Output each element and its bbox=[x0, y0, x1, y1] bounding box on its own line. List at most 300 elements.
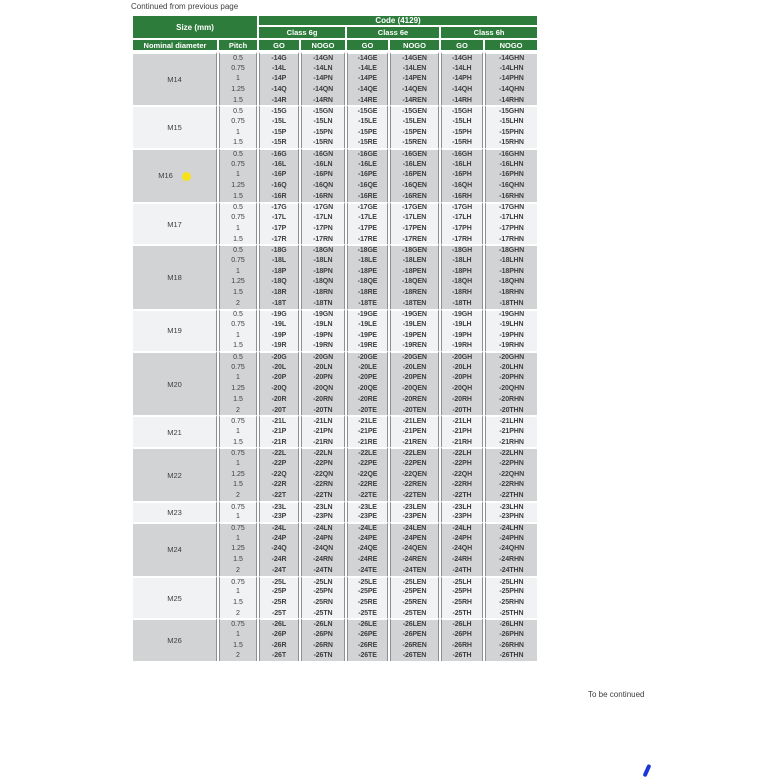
pitch-cell: 0.75 bbox=[219, 522, 257, 533]
code-cell: -19GN bbox=[301, 309, 345, 320]
code-cell: -18QEN bbox=[390, 276, 439, 287]
code-cell: -22T bbox=[259, 490, 299, 501]
code-cell: -18GEN bbox=[390, 244, 439, 255]
code-cell: -17GH bbox=[441, 202, 483, 213]
code-cell: -26LEN bbox=[390, 618, 439, 629]
thread-gauge-code-table bbox=[131, 16, 539, 661]
code-cell: -16L bbox=[259, 159, 299, 170]
pitch-cell: 0.75 bbox=[219, 415, 257, 426]
table-row bbox=[133, 351, 537, 362]
code-cell: -16QH bbox=[441, 180, 483, 191]
code-cell: -18PHN bbox=[485, 266, 537, 277]
code-cell: -21LE bbox=[347, 415, 388, 426]
code-cell: -16PH bbox=[441, 170, 483, 181]
code-cell: -24PH bbox=[441, 533, 483, 544]
code-cell: -16P bbox=[259, 170, 299, 181]
code-cell: -16QHN bbox=[485, 180, 537, 191]
code-cell: -20PN bbox=[301, 373, 345, 384]
code-cell: -18REN bbox=[390, 287, 439, 298]
code-cell: -22LH bbox=[441, 447, 483, 458]
code-cell: -17LHN bbox=[485, 212, 537, 223]
code-cell: -14LE bbox=[347, 63, 388, 74]
pitch-cell: 1.25 bbox=[219, 180, 257, 191]
code-cell: -14LN bbox=[301, 63, 345, 74]
code-cell: -18PN bbox=[301, 266, 345, 277]
code-cell: -18R bbox=[259, 287, 299, 298]
pitch-cell: 0.75 bbox=[219, 116, 257, 127]
nominal-diameter-cell bbox=[133, 576, 217, 619]
code-cell: -26PHN bbox=[485, 629, 537, 640]
code-cell: -16PE bbox=[347, 170, 388, 181]
code-cell: -22LEN bbox=[390, 447, 439, 458]
code-cell: -23PHN bbox=[485, 512, 537, 523]
code-cell: -18PEN bbox=[390, 266, 439, 277]
code-cell: -20G bbox=[259, 351, 299, 362]
code-cell: -19PN bbox=[301, 330, 345, 341]
code-cell: -17R bbox=[259, 234, 299, 245]
code-cell: -22PHN bbox=[485, 458, 537, 469]
code-cell: -21PEN bbox=[390, 426, 439, 437]
code-cell: -24QN bbox=[301, 544, 345, 555]
nominal-diameter-label: M24 bbox=[167, 545, 182, 555]
nominal-diameter-label: M16 bbox=[158, 171, 173, 181]
code-cell: -15LHN bbox=[485, 116, 537, 127]
code-cell: -21L bbox=[259, 415, 299, 426]
pitch-cell: 0.5 bbox=[219, 202, 257, 213]
code-cell: -19L bbox=[259, 319, 299, 330]
code-cell: -15GEN bbox=[390, 105, 439, 116]
code-cell: -16GHN bbox=[485, 148, 537, 159]
code-cell: -24QEN bbox=[390, 544, 439, 555]
code-cell: -23LE bbox=[347, 501, 388, 512]
code-cell: -18TN bbox=[301, 298, 345, 309]
code-cell: -17LEN bbox=[390, 212, 439, 223]
pitch-cell: 0.75 bbox=[219, 212, 257, 223]
pitch-cell: 0.75 bbox=[219, 447, 257, 458]
code-cell: -20LEN bbox=[390, 362, 439, 373]
code-cell: -17L bbox=[259, 212, 299, 223]
nominal-diameter-label: M22 bbox=[167, 470, 182, 480]
code-cell: -17PE bbox=[347, 223, 388, 234]
pitch-cell: 0.75 bbox=[219, 362, 257, 373]
nominal-diameter-label: M14 bbox=[167, 75, 182, 85]
code-cell: -22PEN bbox=[390, 458, 439, 469]
nominal-diameter-label: M18 bbox=[167, 272, 182, 282]
pitch-cell: 1 bbox=[219, 330, 257, 341]
table-body bbox=[133, 52, 537, 661]
code-cell: -20PH bbox=[441, 373, 483, 384]
code-cell: -15PH bbox=[441, 127, 483, 138]
code-cell: -20PE bbox=[347, 373, 388, 384]
go-6e-header: GO bbox=[347, 40, 388, 52]
code-cell: -17PH bbox=[441, 223, 483, 234]
code-cell: -21LEN bbox=[390, 415, 439, 426]
nominal-diameter-label: M21 bbox=[167, 427, 182, 437]
code-cell: -16LHN bbox=[485, 159, 537, 170]
code-cell: -26T bbox=[259, 651, 299, 662]
code-cell: -20P bbox=[259, 373, 299, 384]
code-cell: -18TE bbox=[347, 298, 388, 309]
code-cell: -26PH bbox=[441, 629, 483, 640]
table-row bbox=[133, 52, 537, 63]
code-cell: -21PH bbox=[441, 426, 483, 437]
pitch-cell: 0.75 bbox=[219, 501, 257, 512]
code-cell: -22R bbox=[259, 480, 299, 491]
code-cell: -16RHN bbox=[485, 191, 537, 202]
code-cell: -18LH bbox=[441, 255, 483, 266]
nominal-diameter-cell bbox=[133, 351, 217, 415]
code-cell: -21P bbox=[259, 426, 299, 437]
code-cell: -26PEN bbox=[390, 629, 439, 640]
pitch-cell: 2 bbox=[219, 405, 257, 416]
pitch-cell: 1 bbox=[219, 266, 257, 277]
code-cell: -22LHN bbox=[485, 447, 537, 458]
code-cell: -17GE bbox=[347, 202, 388, 213]
code-cell: -15RH bbox=[441, 138, 483, 149]
code-cell: -17RE bbox=[347, 234, 388, 245]
nominal-diameter-label: M17 bbox=[167, 219, 182, 229]
code-cell: -14RE bbox=[347, 95, 388, 106]
code-cell: -17LH bbox=[441, 212, 483, 223]
code-cell: -25TEN bbox=[390, 608, 439, 619]
code-cell: -24L bbox=[259, 522, 299, 533]
code-cell: -24QHN bbox=[485, 544, 537, 555]
code-cell: -18THN bbox=[485, 298, 537, 309]
code-cell: -23LHN bbox=[485, 501, 537, 512]
pitch-cell: 0.75 bbox=[219, 63, 257, 74]
code-cell: -23L bbox=[259, 501, 299, 512]
code-cell: -25RHN bbox=[485, 597, 537, 608]
code-cell: -24R bbox=[259, 554, 299, 565]
code-cell: -16GEN bbox=[390, 148, 439, 159]
pitch-cell: 1 bbox=[219, 533, 257, 544]
pitch-cell: 1 bbox=[219, 426, 257, 437]
code-cell: -18LEN bbox=[390, 255, 439, 266]
code-cell: -25REN bbox=[390, 597, 439, 608]
code-cell: -19LH bbox=[441, 319, 483, 330]
code-cell: -18TEN bbox=[390, 298, 439, 309]
code-cell: -16PEN bbox=[390, 170, 439, 181]
code-cell: -25LH bbox=[441, 576, 483, 587]
code-cell: -15LE bbox=[347, 116, 388, 127]
code-cell: -20REN bbox=[390, 394, 439, 405]
code-cell: -19GHN bbox=[485, 309, 537, 320]
code-cell: -16RN bbox=[301, 191, 345, 202]
nominal-diameter-cell bbox=[133, 501, 217, 522]
continued-from-previous-page-note: Continued from previous page bbox=[131, 2, 239, 11]
nominal-diameter-cell bbox=[133, 618, 217, 661]
code-cell: -20QH bbox=[441, 383, 483, 394]
code-cell: -14PEN bbox=[390, 73, 439, 84]
code-cell: -15G bbox=[259, 105, 299, 116]
code-cell: -14Q bbox=[259, 84, 299, 95]
code-cell: -21LH bbox=[441, 415, 483, 426]
code-cell: -18RHN bbox=[485, 287, 537, 298]
code-cell: -18GE bbox=[347, 244, 388, 255]
code-cell: -26REN bbox=[390, 640, 439, 651]
code-cell: -20GH bbox=[441, 351, 483, 362]
pitch-cell: 2 bbox=[219, 490, 257, 501]
code-cell: -24LE bbox=[347, 522, 388, 533]
pitch-cell: 1 bbox=[219, 170, 257, 181]
yellow-marker-icon bbox=[182, 172, 191, 181]
code-cell: -16QN bbox=[301, 180, 345, 191]
class-6g-header: Class 6g bbox=[259, 27, 345, 40]
code-cell: -16QEN bbox=[390, 180, 439, 191]
code-cell: -16LH bbox=[441, 159, 483, 170]
code-cell: -15L bbox=[259, 116, 299, 127]
code-cell: -20TN bbox=[301, 405, 345, 416]
code-cell: -24PE bbox=[347, 533, 388, 544]
pitch-cell: 0.5 bbox=[219, 244, 257, 255]
code-cell: -19LE bbox=[347, 319, 388, 330]
nominal-diameter-cell bbox=[133, 148, 217, 201]
code-cell: -16LE bbox=[347, 159, 388, 170]
pitch-cell: 1.25 bbox=[219, 84, 257, 95]
code-cell: -24TN bbox=[301, 565, 345, 576]
nominal-diameter-label: M23 bbox=[167, 508, 182, 518]
code-cell: -18LHN bbox=[485, 255, 537, 266]
pitch-cell: 0.5 bbox=[219, 105, 257, 116]
nominal-diameter-label: M25 bbox=[167, 593, 182, 603]
code-cell: -20PEN bbox=[390, 373, 439, 384]
code-cell: -22RH bbox=[441, 480, 483, 491]
code-cell: -19PH bbox=[441, 330, 483, 341]
code-cell: -20LN bbox=[301, 362, 345, 373]
code-cell: -26PE bbox=[347, 629, 388, 640]
code-cell: -20GN bbox=[301, 351, 345, 362]
code-cell: -26LH bbox=[441, 618, 483, 629]
nominal-diameter-label: M20 bbox=[167, 379, 182, 389]
pitch-cell: 1.25 bbox=[219, 383, 257, 394]
nominal-diameter-label: M26 bbox=[167, 636, 182, 646]
code-cell: -21PHN bbox=[485, 426, 537, 437]
table-row bbox=[133, 202, 537, 213]
code-cell: -16LN bbox=[301, 159, 345, 170]
code-cell: -15P bbox=[259, 127, 299, 138]
code-cell: -16R bbox=[259, 191, 299, 202]
code-cell: -14LH bbox=[441, 63, 483, 74]
code-cell: -20GHN bbox=[485, 351, 537, 362]
code-cell: -25LEN bbox=[390, 576, 439, 587]
code-cell: -16PN bbox=[301, 170, 345, 181]
code-cell: -25THN bbox=[485, 608, 537, 619]
code-cell: -18T bbox=[259, 298, 299, 309]
code-cell: -17RHN bbox=[485, 234, 537, 245]
code-cell: -20QEN bbox=[390, 383, 439, 394]
code-cell: -16GE bbox=[347, 148, 388, 159]
code-cell: -20T bbox=[259, 405, 299, 416]
code-cell: -14GH bbox=[441, 52, 483, 63]
code-cell: -16LEN bbox=[390, 159, 439, 170]
pitch-cell: 0.75 bbox=[219, 159, 257, 170]
code-cell: -17LN bbox=[301, 212, 345, 223]
code-cell: -19P bbox=[259, 330, 299, 341]
code-cell: -20TE bbox=[347, 405, 388, 416]
code-cell: -26LE bbox=[347, 618, 388, 629]
code-cell: -16RH bbox=[441, 191, 483, 202]
code-cell: -14LEN bbox=[390, 63, 439, 74]
pitch-cell: 2 bbox=[219, 608, 257, 619]
table-row bbox=[133, 522, 537, 533]
code-cell: -23PN bbox=[301, 512, 345, 523]
code-cell: -24P bbox=[259, 533, 299, 544]
code-cell: -20QHN bbox=[485, 383, 537, 394]
nominal-diameter-header: Nominal diameter bbox=[133, 40, 217, 52]
code-cell: -15LH bbox=[441, 116, 483, 127]
code-cell: -19RH bbox=[441, 341, 483, 352]
code-cell: -16PHN bbox=[485, 170, 537, 181]
code-cell: -22PE bbox=[347, 458, 388, 469]
table-row bbox=[133, 309, 537, 320]
code-cell: -14PH bbox=[441, 73, 483, 84]
code-cell: -25TH bbox=[441, 608, 483, 619]
code-cell: -25RN bbox=[301, 597, 345, 608]
code-cell: -23PH bbox=[441, 512, 483, 523]
code-cell: -15GH bbox=[441, 105, 483, 116]
code-cell: -19GE bbox=[347, 309, 388, 320]
code-cell: -19RN bbox=[301, 341, 345, 352]
code-cell: -24PHN bbox=[485, 533, 537, 544]
code-cell: -14QE bbox=[347, 84, 388, 95]
code-cell: -22LN bbox=[301, 447, 345, 458]
code-cell: -26P bbox=[259, 629, 299, 640]
code-cell: -25PHN bbox=[485, 586, 537, 597]
pitch-cell: 0.75 bbox=[219, 255, 257, 266]
code-cell: -25PE bbox=[347, 586, 388, 597]
code-cell: -20LHN bbox=[485, 362, 537, 373]
code-cell: -20GE bbox=[347, 351, 388, 362]
code-cell: -18GN bbox=[301, 244, 345, 255]
pitch-cell: 1.25 bbox=[219, 276, 257, 287]
code-cell: -24REN bbox=[390, 554, 439, 565]
pitch-cell: 0.5 bbox=[219, 351, 257, 362]
code-cell: -14GEN bbox=[390, 52, 439, 63]
code-cell: -16RE bbox=[347, 191, 388, 202]
table-row bbox=[133, 447, 537, 458]
code-cell: -19PEN bbox=[390, 330, 439, 341]
code-cell: -22P bbox=[259, 458, 299, 469]
code-cell: -22QE bbox=[347, 469, 388, 480]
code-cell: -25T bbox=[259, 608, 299, 619]
code-cell: -20LH bbox=[441, 362, 483, 373]
code-cell: -18TH bbox=[441, 298, 483, 309]
code-cell: -21RE bbox=[347, 437, 388, 448]
code-cell: -20LE bbox=[347, 362, 388, 373]
table-row bbox=[133, 105, 537, 116]
pitch-cell: 1 bbox=[219, 373, 257, 384]
nominal-diameter-cell bbox=[133, 244, 217, 308]
pitch-cell: 2 bbox=[219, 298, 257, 309]
code-cell: -15PN bbox=[301, 127, 345, 138]
code-cell: -15PE bbox=[347, 127, 388, 138]
code-cell: -18QE bbox=[347, 276, 388, 287]
code-cell: -14GHN bbox=[485, 52, 537, 63]
code-cell: -18GH bbox=[441, 244, 483, 255]
cursor-mark bbox=[643, 764, 651, 777]
code-cell: -24RHN bbox=[485, 554, 537, 565]
code-cell: -14PHN bbox=[485, 73, 537, 84]
code-cell: -14REN bbox=[390, 95, 439, 106]
code-cell: -20RH bbox=[441, 394, 483, 405]
code-cell: -22TE bbox=[347, 490, 388, 501]
code-cell: -25P bbox=[259, 586, 299, 597]
table-row bbox=[133, 576, 537, 587]
code-cell: -15GE bbox=[347, 105, 388, 116]
code-cell: -25PEN bbox=[390, 586, 439, 597]
code-cell: -22TH bbox=[441, 490, 483, 501]
nogo-6g-header: NOGO bbox=[301, 40, 345, 52]
code-cell: -25RE bbox=[347, 597, 388, 608]
code-cell: -18LE bbox=[347, 255, 388, 266]
code-cell: -24PN bbox=[301, 533, 345, 544]
code-cell: -22QH bbox=[441, 469, 483, 480]
nogo-6e-header: NOGO bbox=[390, 40, 439, 52]
code-cell: -23PE bbox=[347, 512, 388, 523]
code-cell: -26LN bbox=[301, 618, 345, 629]
nominal-diameter-cell bbox=[133, 415, 217, 447]
code-cell: -26L bbox=[259, 618, 299, 629]
code-cell: -16REN bbox=[390, 191, 439, 202]
code-cell: -25R bbox=[259, 597, 299, 608]
code-cell: -19REN bbox=[390, 341, 439, 352]
code-cell: -14RHN bbox=[485, 95, 537, 106]
code-cell: -21RHN bbox=[485, 437, 537, 448]
code-cell: -20R bbox=[259, 394, 299, 405]
pitch-cell: 1 bbox=[219, 223, 257, 234]
code-cell: -18QHN bbox=[485, 276, 537, 287]
code-cell: -22TEN bbox=[390, 490, 439, 501]
code-cell: -18GHN bbox=[485, 244, 537, 255]
nominal-diameter-cell bbox=[133, 202, 217, 245]
table-row bbox=[133, 618, 537, 629]
code-cell: -20QE bbox=[347, 383, 388, 394]
code-cell: -17RN bbox=[301, 234, 345, 245]
code-cell: -25LHN bbox=[485, 576, 537, 587]
code-cell: -19RHN bbox=[485, 341, 537, 352]
code-cell: -25TN bbox=[301, 608, 345, 619]
code-cell: -18PE bbox=[347, 266, 388, 277]
code-cell: -22RN bbox=[301, 480, 345, 491]
code-cell: -26TE bbox=[347, 651, 388, 662]
class-6h-header: Class 6h bbox=[441, 27, 537, 40]
pitch-cell: 0.5 bbox=[219, 148, 257, 159]
table-header bbox=[133, 16, 537, 52]
pitch-cell: 1.5 bbox=[219, 234, 257, 245]
go-6g-header: GO bbox=[259, 40, 299, 52]
pitch-cell: 1.5 bbox=[219, 138, 257, 149]
pitch-cell: 1 bbox=[219, 127, 257, 138]
code-cell: -17G bbox=[259, 202, 299, 213]
nominal-diameter-label: M15 bbox=[167, 123, 182, 133]
pitch-cell: 0.75 bbox=[219, 618, 257, 629]
code-cell: -19LHN bbox=[485, 319, 537, 330]
code-cell: -22THN bbox=[485, 490, 537, 501]
code-cell: -18L bbox=[259, 255, 299, 266]
pitch-cell: 1.5 bbox=[219, 394, 257, 405]
code-cell: -26R bbox=[259, 640, 299, 651]
code-cell: -14GN bbox=[301, 52, 345, 63]
code-cell: -14L bbox=[259, 63, 299, 74]
pitch-cell: 1 bbox=[219, 458, 257, 469]
code-cell: -20QN bbox=[301, 383, 345, 394]
size-mm-header: Size (mm) bbox=[133, 16, 257, 40]
code-cell: -17GN bbox=[301, 202, 345, 213]
code-cell: -24LEN bbox=[390, 522, 439, 533]
code-cell: -16Q bbox=[259, 180, 299, 191]
code-cell: -25RH bbox=[441, 597, 483, 608]
code-cell: -17LE bbox=[347, 212, 388, 223]
